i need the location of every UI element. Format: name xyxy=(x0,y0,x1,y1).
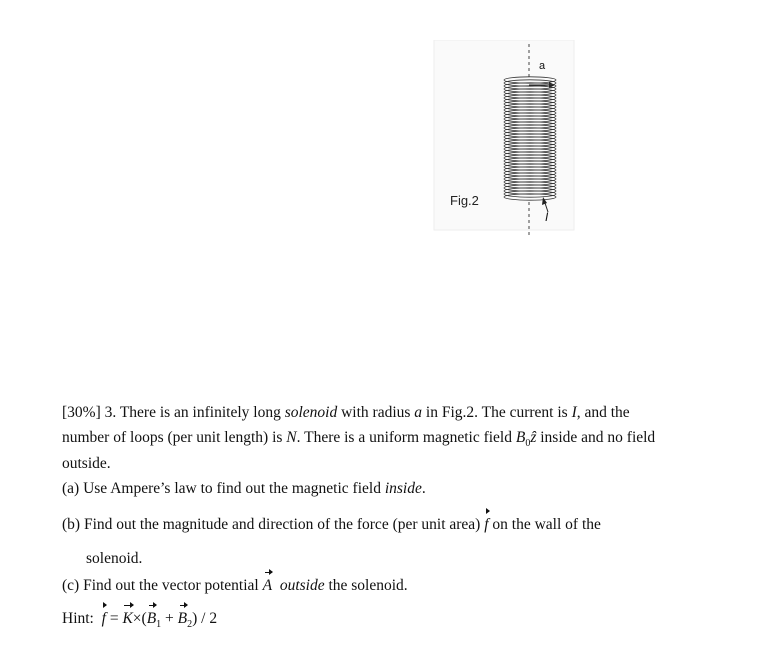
hint-b2: B xyxy=(178,606,187,631)
problem-text: with radius xyxy=(337,404,415,421)
problem-text: . There is a uniform magnetic field xyxy=(296,429,516,446)
part-a-end: . xyxy=(421,480,426,497)
problem-text: inside and no field xyxy=(536,429,656,446)
part-b-end: on the wall of the xyxy=(488,516,601,533)
hint xyxy=(62,606,217,637)
problem-text: [30%] 3. There is an infinitely long xyxy=(62,404,285,421)
field-symbol: B xyxy=(515,429,526,446)
solenoid-figure xyxy=(430,40,600,240)
problem-line-2 xyxy=(62,425,655,456)
hint-tail: ) / 2 xyxy=(192,610,218,627)
field-subscript: 0 xyxy=(525,438,531,450)
problem-text: in Fig.2. The current is xyxy=(422,404,572,421)
hint-label: Hint: xyxy=(62,610,94,627)
hint-k: K xyxy=(122,606,132,631)
outside-term: outside xyxy=(279,577,325,594)
part-a xyxy=(62,476,426,501)
problem-line-1 xyxy=(62,400,630,425)
problem-line-3: outside. xyxy=(62,455,111,472)
z-hat: ẑ xyxy=(530,429,537,446)
n-var: N xyxy=(286,429,297,446)
hint-plus: + xyxy=(161,610,178,627)
solenoid-term: solenoid xyxy=(284,404,338,421)
force-vector: f xyxy=(484,512,488,537)
figure-caption: Fig.2 xyxy=(450,193,479,208)
part-b-text: (b) Find out the magnitude and direction of the force (per unit area) xyxy=(62,516,485,533)
current-label: I xyxy=(545,210,549,224)
vector-potential: A xyxy=(263,573,272,598)
part-a-text: (a) Use Ampere’s law to find out the magnetic field xyxy=(62,480,385,497)
hint-sub1: 1 xyxy=(156,619,162,631)
hint-b1: B xyxy=(147,606,156,631)
problem-text: number of loops (per unit length) is xyxy=(62,429,287,446)
part-b-line-2: solenoid. xyxy=(86,550,143,567)
current-var: I xyxy=(571,404,577,421)
inside-term: inside xyxy=(384,480,422,497)
radius-var: a xyxy=(414,404,423,421)
hint-eq: = xyxy=(105,610,123,627)
part-c-end: the solenoid. xyxy=(324,577,408,594)
hint-f: f xyxy=(102,606,106,631)
hint-times: ×( xyxy=(132,610,147,627)
part-b xyxy=(62,512,601,537)
radius-label: a xyxy=(539,60,546,72)
problem-text: , and the xyxy=(576,404,630,421)
part-c xyxy=(62,573,408,598)
part-c-text: (c) Find out the vector potential xyxy=(62,577,263,594)
solenoid-diagram xyxy=(430,40,600,240)
hint-sub2: 2 xyxy=(187,619,193,631)
